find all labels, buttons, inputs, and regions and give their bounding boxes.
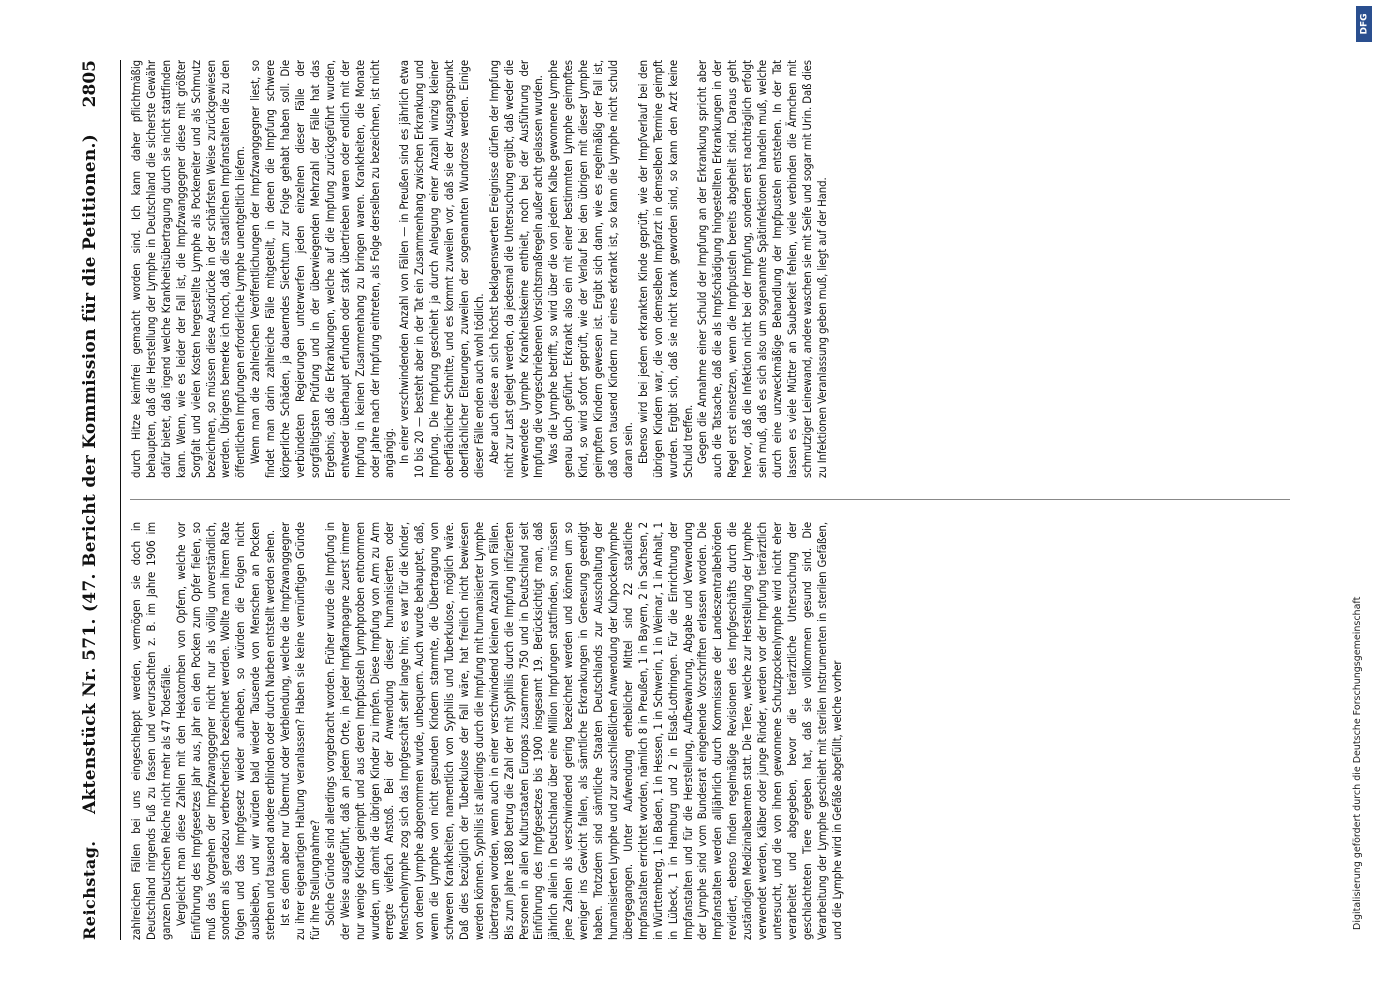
paragraph: Ebenso wird bei jedem erkrankten Kinde geprüft, wie der Impfverlauf bei den übrigen Kindern war, die von demselben Impfarzt in demselben Termine geimpft wurden. Ergibt sich, daß sie nicht krank geworden sind, so kann den Arzt keine Schuld treffen. — [636, 60, 695, 478]
column-divider — [130, 499, 1290, 500]
side-note-text: Digitalisierung gefördert durch die Deutsche Forschungsgemeinschaft — [1352, 596, 1363, 930]
side-note — [1352, 10, 1374, 990]
left-column — [130, 522, 1290, 940]
paragraph: Was die Lymphe betrifft, so wird über die von jedem Kalbe gewonnene Lymphe genau Buch geführt. Erkrankt also ein mit einer bestimmten Lymphe geimpftes Kind, so wird sofort geprüft, wie der Verlauf bei den übrigen mit dieser Lymphe geimpften Kindern gewesen ist. Ergibt sich dann, wie es regelmäßig der Fall ist, daß von tausend Kindern nur eines erkrankt ist, so kann die Lymphe nicht schuld daran sein. — [547, 60, 635, 478]
header-left: Reichstag. — [80, 840, 99, 940]
paragraph: Ist es denn aber nur Übermut oder Verblendung, welche die Impfzwanggegner zu ihrer eigenartigen Haltung veranlassen? Haben sie keine vernünftigen Gründe für ihre Stellungnahme? — [279, 522, 322, 940]
paragraph: Solche Gründe sind allerdings vorgebracht worden. Früher wurde die Impfung in der Weise ausgeführt, daß an jedem Orte, in jeder Impfkampagne zuerst immer nur wenige Kinder geimpft und aus deren Impfpusteln Lymphproben entnommen wurden, um damit die übrigen Kinder zu impfen. Diese Impfung von Arm zu Arm erregte vielfach Anstoß. Bei der Anwendung dieser humanisierten oder Menschenlymphe zog sich das Impfgeschäft sehr lange hin; es war für die Kinder, von denen Lymphe abgenommen wurde, unbequem. Auch wurde behauptet, daß, wenn die Lymphe von nicht gesunden Kindern stammte, die Übertragung von schweren Krankheiten, namentlich von Syphilis und Tuberkulose, möglich wäre. Daß dies bezüglich der Tuberkulose der Fall wäre, hat freilich nicht bewiesen werden können. Syphilis ist allerdings durch die Impfung mit humanisierter Lymphe übertragen worden, wenn auch in einer verschwindend kleinen Anzahl von Fällen. Bis zum Jahre 1880 betrug die Zahl der mit Syphilis durch die Impfung infizierten Personen in allen Kulturstaaten Europas zusammen 750 und in Deutschland seit Einführung des Impfgesetzes bis 1900 insgesamt 19. Berücksichtigt man, daß jährlich allein in Deutschland über eine Million Impfungen stattfinden, so müssen jene Zahlen als verschwindend gering bezeichnet werden und können um so weniger ins Gewicht fallen, als sämtliche Erkrankungen in Genesung geendigt haben. Trotzdem sind sämtliche Staaten Deutschlands zur Ausschaltung der humanisierten Lymphe und zur ausschließlichen Anwendung der Kuhpockenlymphe übergegangen. Unter Aufwendung erheblicher Mittel sind 22 staatliche Impfanstalten errichtet worden, nämlich 8 in Preußen, 1 in Bayern, 2 in Sachsen, 2 in Württemberg, 1 in Baden, 1 in Hessen, 1 in Schwerin, 1 in Weimar, 1 in Anhalt, 1 in Lübeck, 1 in Hamburg und 2 in Elsaß-Lothringen. Für die Einrichtung der Impfanstalten und für die Herstellung, Aufbewahrung, Abgabe und Verwendung der Lymphe sind vom Bundesrat eingehende Vorschriften erlassen worden. Die Impfanstalten werden alljährlich durch Kommissare der Landeszentralbehörden revidiert, ebenso finden regelmäßige Revisionen des Impfgeschäfts durch die zuständigen Medizinalbeamten statt. Die Tiere, welche zur Herstellung der Lymphe verwendet werden, Kälber oder junge Rinder, werden vor der Impfung tierärztlich untersucht, und die von ihnen gewonnene Schutzpockenlymphe wird nicht eher verarbeitet und abgegeben, bevor die tierärztliche Untersuchung der geschlachteten Tiere ergeben hat, daß sie vollkommen gesund sind. Die Verarbeitung der Lymphe geschieht mit sterilen Instrumenten in sterilen Gefäßen, und die Lymphe wird in Gefäße abgefüllt, welche vorher — [323, 522, 844, 940]
header-title: Aktenstück Nr. 571. (47. Bericht der Kommission für die Petitionen.) — [80, 133, 100, 815]
dfg-logo-text: DFG — [1359, 13, 1370, 35]
paragraph: zahlreichen Fällen bei uns eingeschleppt werden, vermögen sie doch in Deutschland nirgends Fuß zu fassen und verursachten z. B. im Jahre 1906 im ganzen Deutschen Reiche nicht mehr als 47 Todesfälle. — [130, 522, 173, 940]
paragraph: Wenn man die zahlreichen Veröffentlichungen der Impfzwanggegner liest, so findet man darin zahlreiche Fälle mitgeteilt, in denen die Impfung schwere körperliche Schäden, ja dauerndes Siechtum zur Folge gehabt haben soll. Die verbündeten Regierungen unterwerfen jeden einzelnen dieser Fälle der sorgfältigsten Prüfung und in der überwiegenden Mehrzahl der Fälle hat das Ergebnis, daß die Erkrankungen, welche auf die Impfung zurückgeführt wurden, entweder überhaupt erfunden oder stark übertrieben waren oder endlich mit der Impfung in keinen Zusammenhang zu bringen waren. Krankheiten, die Monate oder Jahre nach der Impfung eintreten, als Folge derselben zu bezeichnen, ist nicht angängig. — [249, 60, 397, 478]
paragraph: Aber auch diese an sich höchst beklagenswerten Ereignisse dürfen der Impfung nicht zur Last gelegt werden, da jedesmal die Untersuchung ergibt, daß weder die verwendete Lymphe Krankheitskeime enthielt, noch bei der Ausführung der Impfung die vorgeschriebenen Vorsichtsmaßregeln außer acht gelassen wurden. — [487, 60, 546, 478]
paragraph: durch Hitze keimfrei gemacht worden sind. Ich kann daher pflichtmäßig behaupten, daß die Herstellung der Lymphe in Deutschland die sicherste Gewähr dafür bietet, daß irgend welche Krankheitsübertragung durch sie nicht stattfinden kann. Wenn, wie es leider der Fall ist, die Impfzwanggegner diese mit größter Sorgfalt und vielen Kosten hergestellte Lymphe als Pockeneiter und als Schmutz bezeichnen, so müssen diese Ausdrücke in der schärfsten Weise zurückgewiesen werden. Übrigens bemerke ich noch, daß die staatlichen Impfanstalten die zu den öffentlichen Impfungen erforderliche Lymphe unentgeltlich liefern. — [130, 60, 248, 478]
paragraph: In einer verschwindenden Anzahl von Fällen — in Preußen sind es jährlich etwa 10 bis 20 — besteht aber in der Tat ein Zusammenhang zwischen Erkrankung und Impfung. Die Impfung geschieht ja durch Anlegung einer Anzahl winzig kleiner oberflächlicher Schnitte, und es kommt zuweilen vor, daß sie der Ausgangspunkt oberflächlicher Eiterungen, zuweilen der sogenannten Wundrose werden. Einige dieser Fälle enden auch wohl tödlich. — [398, 60, 486, 478]
right-column — [130, 60, 1290, 478]
header-rule — [120, 60, 121, 940]
page-number: 2805 — [80, 60, 100, 108]
paragraph: Vergleicht man diese Zahlen mit den Hekatomben von Opfern, welche vor Einführung des Impfgesetzes Jahr aus, Jahr ein den Pocken zum Opfer fielen, so muß das Vorgehen der Impfzwanggegner nicht nur als völlig unverständlich, sondern als geradezu verbrecherisch bezeichnet werden. Wollte man ihrem Rate folgen und das Impfgesetz wieder aufheben, so würden die Folgen nicht ausbleiben, und wir würden bald wieder Tausende von Menschen an Pocken sterben und tausend andere erblinden oder durch Narben entstellt werden sehen. — [174, 522, 278, 940]
rotated-content — [80, 60, 1290, 940]
paragraph: Gegen die Annahme einer Schuld der Impfung an der Erkrankung spricht aber auch die Tatsache, daß die als Impfschädigung hingestellten Erkrankungen in der Regel erst einsetzen, wenn die Impfpusteln bereits abgeheilt sind. Daraus geht hervor, daß die Infektion nicht bei der Impfung, sondern erst nachträglich erfolgt sein muß, daß es sich also um sogenannte Spätinfektionen handeln muß, welche durch eine unzweckmäßige Behandlung der Impfpusteln entstehen. In der Tat lassen es viele Mütter an Sauberkeit fehlen, viele verbinden die Ärmchen mit schmutziger Leinewand, andere waschen sie mit Seife und sogar mit Urin. Daß dies zu Infektionen Veranlassung geben muß, liegt auf der Hand. — [696, 60, 829, 478]
page-header — [80, 60, 118, 940]
